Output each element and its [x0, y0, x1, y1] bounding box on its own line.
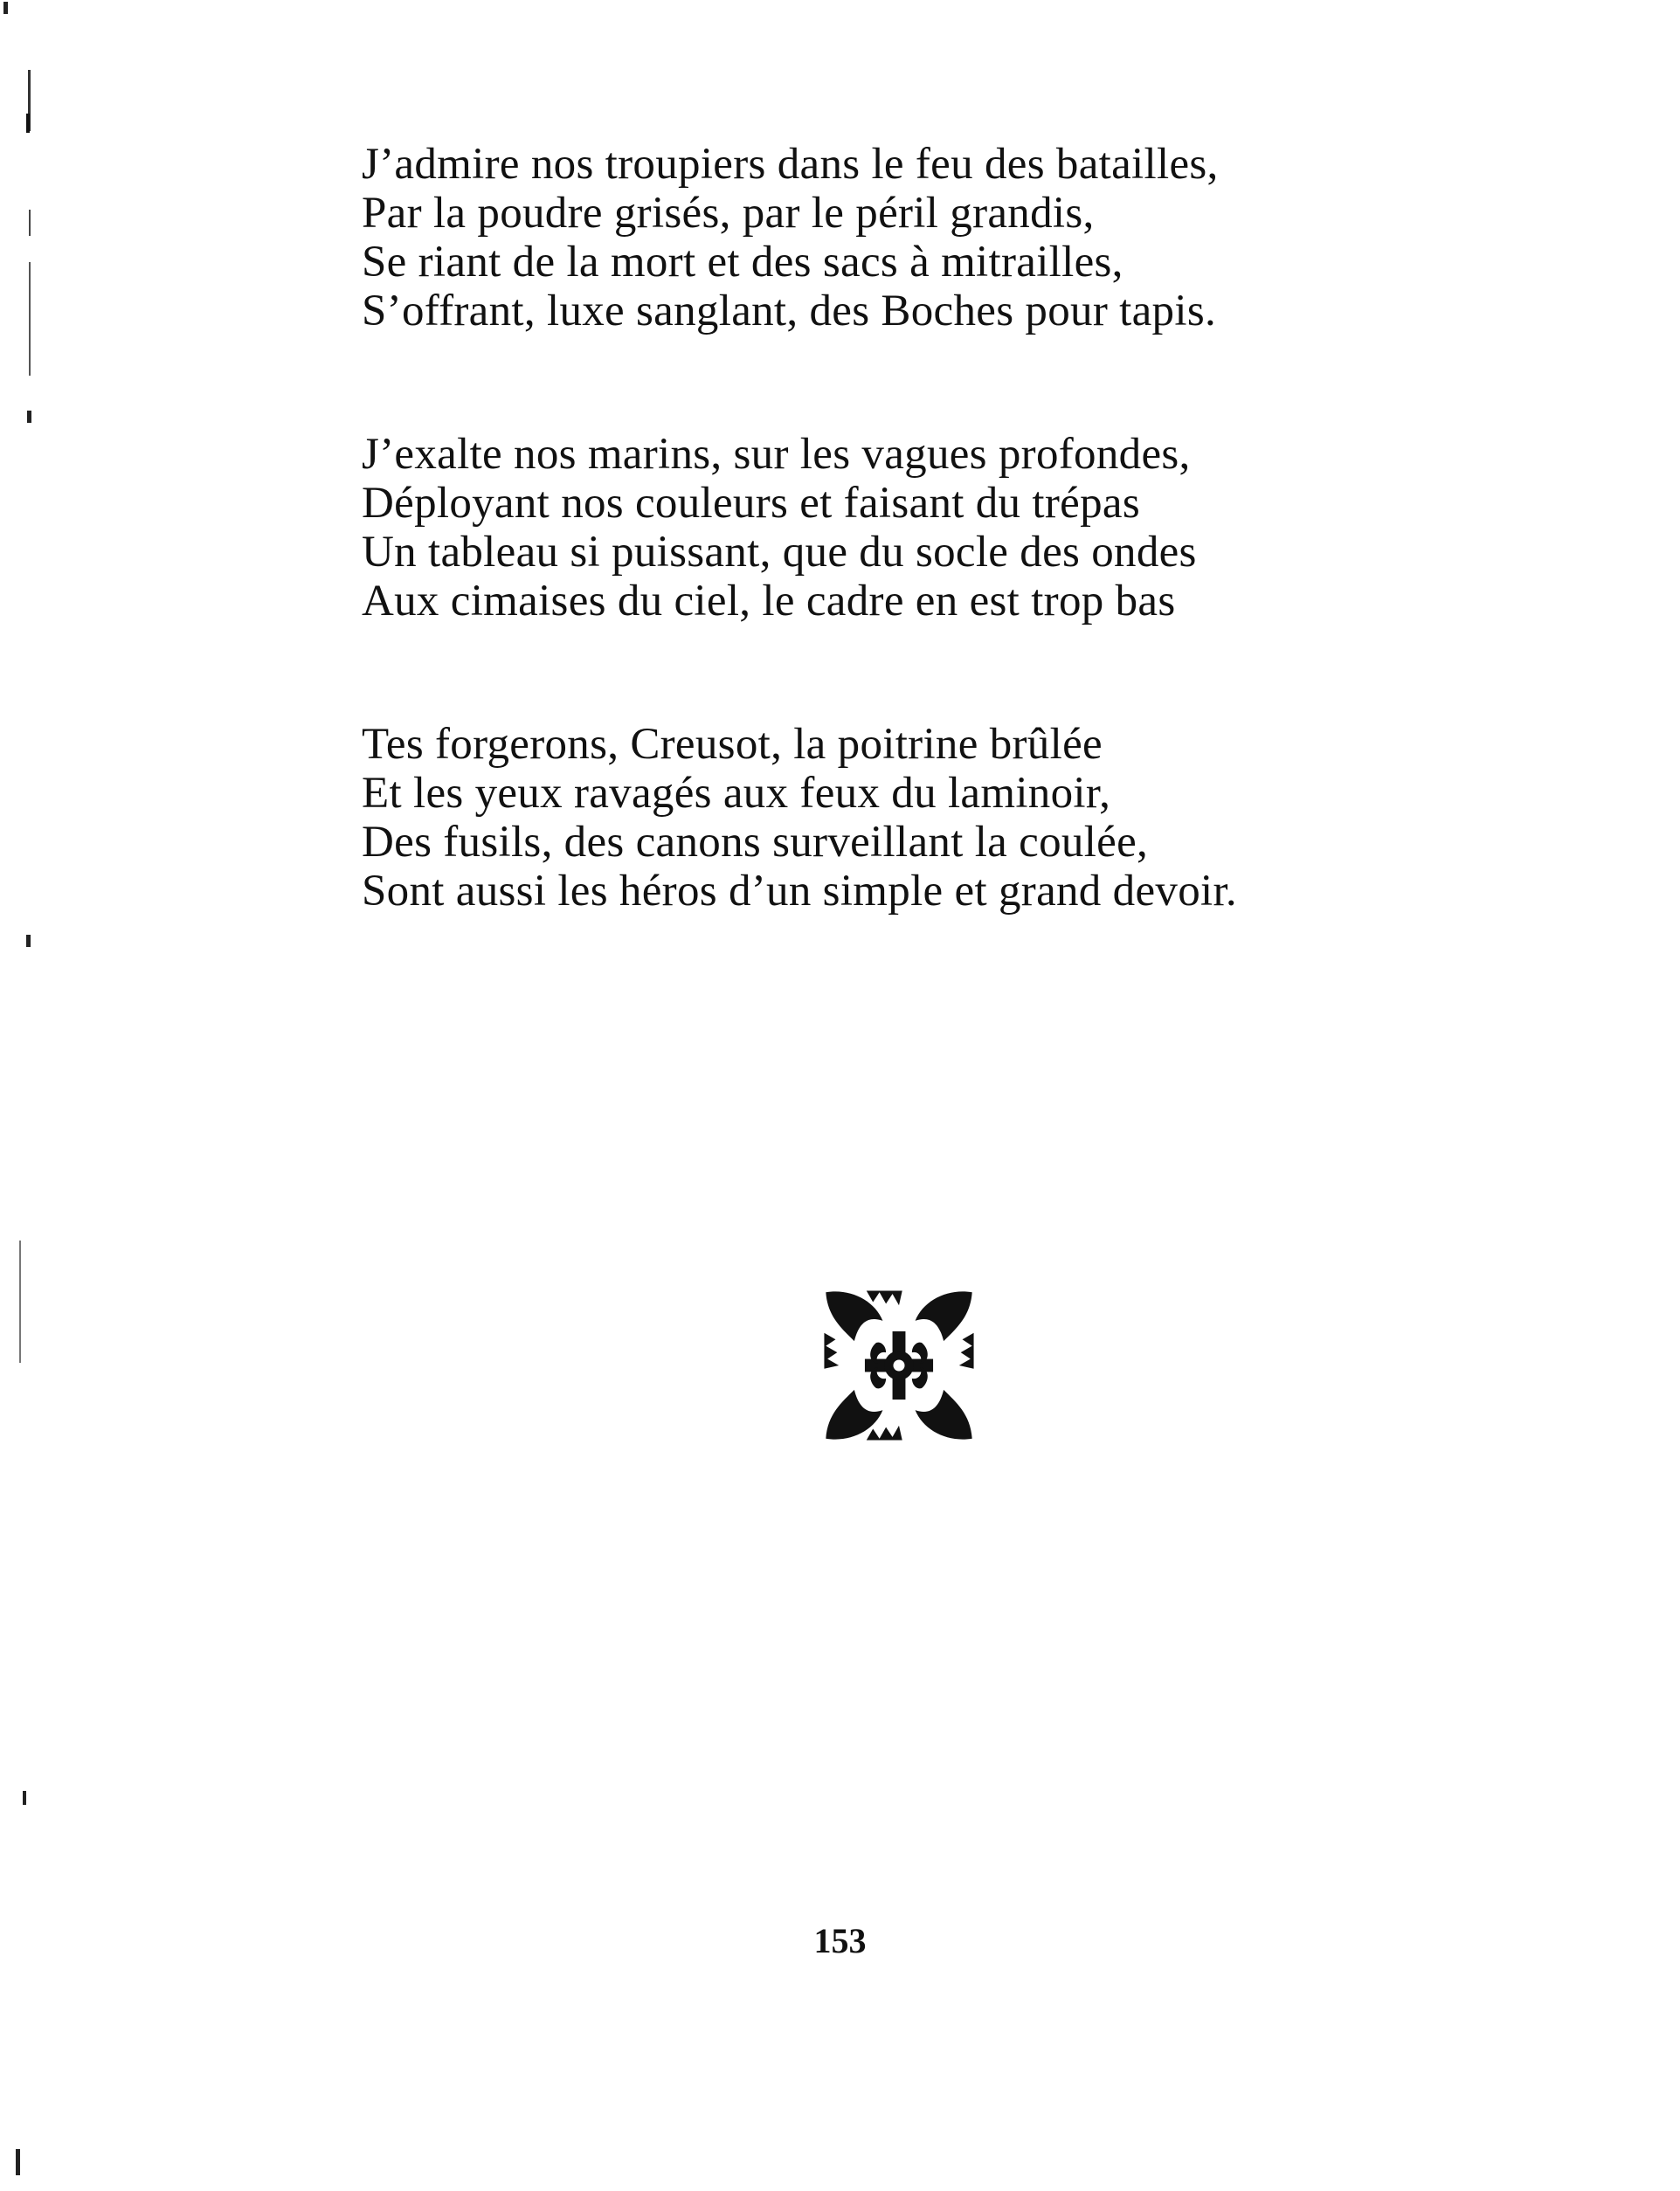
stanza	[362, 720, 1462, 916]
verse-line: Et les yeux ravagés aux feux du laminoir,	[362, 769, 1111, 818]
scan-speck	[26, 935, 31, 947]
verse-line: J’exalte nos marins, sur les vagues profondes,	[362, 430, 1191, 479]
scan-speck	[26, 114, 30, 133]
verse-line: Un tableau si puissant, que du socle des ondes	[362, 528, 1197, 577]
verse-line: J’admire nos troupiers dans le feu des batailles,	[362, 140, 1219, 189]
verse-line: Déployant nos couleurs et faisant du trépas	[362, 479, 1140, 528]
scan-speck	[27, 411, 31, 423]
page-number: 153	[813, 1921, 867, 1960]
scan-speck	[16, 2149, 20, 2175]
floral-fleuron-icon	[816, 1284, 982, 1447]
scan-speck	[3, 2, 8, 14]
verse-line: Des fusils, des canons surveillant la coulée,	[362, 818, 1149, 867]
verse-line: Par la poudre grisés, par le péril grandis,	[362, 189, 1095, 238]
stanza	[362, 430, 1462, 626]
scan-speck	[19, 1241, 21, 1363]
stanza	[362, 140, 1462, 335]
scan-speck	[29, 210, 31, 236]
verse-line: Sont aussi les héros d’un simple et grand devoir.	[362, 867, 1237, 916]
verse-line: Se riant de la mort et des sacs à mitrailles,	[362, 238, 1123, 287]
scan-speck	[23, 1791, 26, 1805]
scan-margin-specks	[0, 0, 52, 2191]
verse-line: Tes forgerons, Creusot, la poitrine brûlée	[362, 720, 1103, 769]
scan-speck	[29, 262, 31, 376]
verse-line: Aux cimaises du ciel, le cadre en est trop bas	[362, 577, 1176, 626]
verse-line: S’offrant, luxe sanglant, des Boches pour tapis.	[362, 287, 1217, 335]
poem	[362, 140, 1462, 916]
